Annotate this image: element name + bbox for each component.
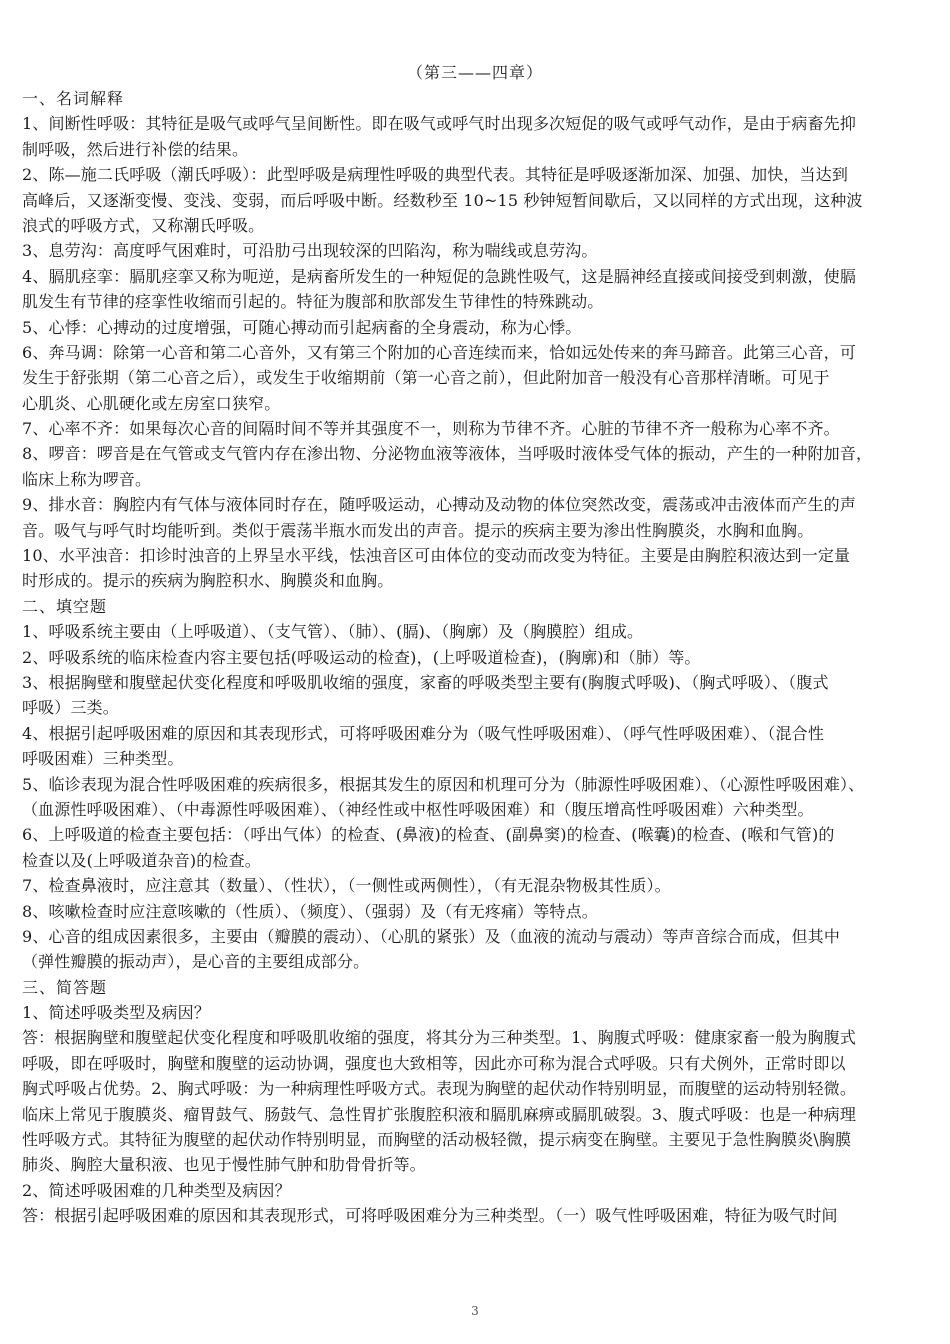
text-line: 3、息劳沟：高度呼气困难时，可沿肋弓出现较深的凹陷沟，称为喘线或息劳沟。 (22, 241, 598, 261)
text-line: 3、根据胸壁和腹壁起伏变化程度和呼吸肌收缩的强度，家畜的呼吸类型主要有(胸腹式呼吸)、（胸式呼吸）、（腹式 (22, 672, 829, 692)
text-line: 发生于舒张期（第二心音之后），或发生于收缩期前（第一心音之前），但此附加音一般没有心音那样清晰。可见于 (22, 368, 830, 388)
text-line: 临床上常见于腹膜炎、瘤胃鼓气、肠鼓气、急性胃扩张腹腔积液和膈肌麻痹或膈肌破裂。3、腹式呼吸：也是一种病理 (22, 1104, 856, 1124)
text-line: 心肌炎、心肌硬化或左房室口狭窄。 (22, 393, 281, 413)
text-line: 7、心率不齐：如果每次心音的间隔时间不等并其强度不一，则称为节律不齐。心脏的节律不齐一般称为心率不齐。 (22, 419, 840, 439)
text-line: 呼吸）三类。 (22, 698, 119, 718)
text-line: （弹性瓣膜的振动声），是心音的主要组成部分。 (22, 952, 370, 972)
text-line: 肌发生有节律的痉挛性收缩而引起的。特征为腹部和肷部发生节律性的特殊跳动。 (22, 292, 604, 312)
text-line: 9、排水音：胸腔内有气体与液体同时存在，随呼吸运动，心搏动及动物的体位突然改变，震荡或冲击液体而产生的声 (22, 495, 856, 515)
text-line: 10、水平浊音：扣诊时浊音的上界呈水平线，怯浊音区可由体位的变动而改变为特征。主要是由胸腔积液达到一定量 (22, 546, 851, 566)
text-line: 7、检查鼻液时，应注意其（数量）、（性状），（一侧性或两侧性），（有无混杂物极其性质）。 (22, 876, 671, 896)
text-line: 8、啰音：啰音是在气管或支气管内存在渗出物、分泌物血液等液体，当呼吸时液体受气体的振动，产生的一种附加音， (22, 444, 873, 464)
text-line: 答：根据胸壁和腹壁起伏变化程度和呼吸肌收缩的强度，将其分为三种类型。1、胸腹式呼吸：健康家畜一般为胸腹式 (22, 1028, 856, 1048)
text-line: 高峰后，又逐渐变慢、变浅、变弱，而后呼吸中断。经数秒至 10~15 秒钟短暂间歇后，又以同样的方式出现，这种波 (22, 190, 863, 210)
text-line: 呼吸困难）三种类型。 (22, 749, 184, 769)
text-line: 8、咳嗽检查时应注意咳嗽的（性质）、（频度）、（强弱）及（有无疼痛）等特点。 (22, 901, 598, 921)
text-line: 2、简述呼吸困难的几种类型及病因？ (22, 1180, 291, 1200)
text-line: 1、简述呼吸类型及病因？ (22, 1003, 210, 1023)
text-line: 时形成的。提示的疾病为胸腔积水、胸膜炎和血胸。 (22, 571, 394, 591)
text-line: 音。吸气与呼气时均能听到。类似于震荡半瓶水而发出的声音。提示的疾病主要为渗出性胸膜炎，水胸和血胸。 (22, 520, 814, 540)
section-heading: 三、简答题 (22, 977, 108, 997)
text-line: 4、根据引起呼吸困难的原因和其表现形式，可将呼吸困难分为（吸气性呼吸困难）、（呼气性呼吸困难）、（混合性 (22, 723, 824, 743)
text-line: 1、呼吸系统主要由（上呼吸道）、（支气管）、（肺）、(膈)、（胸廓）及（胸膜腔）组成。 (22, 622, 644, 642)
text-line: 答：根据引起呼吸困难的原因和其表现形式，可将呼吸困难分为三种类型。（一）吸气性呼吸困难，特征为吸气时间 (22, 1206, 838, 1226)
text-line: 1、间断性呼吸：其特征是吸气或呼气呈间断性。即在吸气或呼气时出现多次短促的吸气或呼气动作，是由于病畜先抑 (22, 114, 856, 134)
text-line: 胸式呼吸占优势。2、胸式呼吸：为一种病理性呼吸方式。表现为胸壁的起伏动作特别明显，而腹壁的运动特别轻微。 (22, 1079, 856, 1099)
text-line: 浪式的呼吸方式，又称潮氏呼吸。 (22, 215, 265, 235)
text-line: 呼吸，即在呼吸时，胸壁和腹壁的运动协调，强度也大致相等，因此亦可称为混合式呼吸。只有犬例外，正常时即以 (22, 1053, 846, 1073)
text-line: 肺炎、胸腔大量积液、也见于慢性肺气肿和肋骨骨折等。 (22, 1155, 426, 1175)
text-line: 5、临诊表现为混合性呼吸困难的疾病很多，根据其发生的原因和机理可分为（肺源性呼吸困难）、（心源性呼吸困难）、 (22, 774, 865, 794)
text-line: 5、心悸：心搏动的过度增强，可随心搏动而引起病畜的全身震动，称为心悸。 (22, 317, 582, 337)
text-line: 6、奔马调：除第一心音和第二心音外，又有第三个附加的心音连续而来，恰如远处传来的奔马蹄音。此第三心音，可 (22, 342, 856, 362)
text-line: 4、膈肌痉挛：膈肌痉挛又称为呃逆，是病畜所发生的一种短促的急跳性吸气，这是膈神经直接或间接受到刺激，使膈 (22, 266, 856, 286)
text-line: 2、陈—施二氏呼吸（潮氏呼吸）：此型呼吸是病理性呼吸的典型代表。其特征是呼吸逐渐加深、加强、加快，当达到 (22, 165, 848, 185)
text-line: 检查以及(上呼吸道杂音)的检查。 (22, 850, 261, 870)
document-body (22, 86, 932, 1229)
section-heading: 一、名词解释 (22, 89, 125, 108)
chapter-title: （第三——四章） (406, 63, 543, 82)
text-line: 9、心音的组成因素很多，主要由（瓣膜的震动）、（心肌的紧张）及（血液的流动与震动）等声音综合而成，但其中 (22, 926, 840, 946)
text-line: 临床上称为啰音。 (22, 469, 152, 489)
text-line: （血源性呼吸困难）、（中毒源性呼吸困难）、（神经性或中枢性呼吸困难）和（腹压增高性呼吸困难）六种类型。 (22, 799, 814, 819)
text-line: 制呼吸，然后进行补偿的结果。 (22, 139, 249, 159)
page-number: 3 (471, 1304, 479, 1318)
text-line: 2、呼吸系统的临床检查内容主要包括(呼吸运动的检查)，(上呼吸道检查)，(胸廓)和（肺）等。 (22, 647, 701, 667)
text-line: 6、上呼吸道的检查主要包括：（呼出气体）的检查、(鼻液)的检查、(副鼻窦)的检查、(喉囊)的检查、(喉和气管)的 (22, 825, 835, 845)
text-line: 性呼吸方式。其特征为腹壁的起伏动作特别明显，而胸壁的活动极轻微，提示病变在胸壁。主要见于急性胸膜炎\胸膜 (22, 1130, 852, 1150)
section-heading: 二、填空题 (22, 596, 108, 616)
